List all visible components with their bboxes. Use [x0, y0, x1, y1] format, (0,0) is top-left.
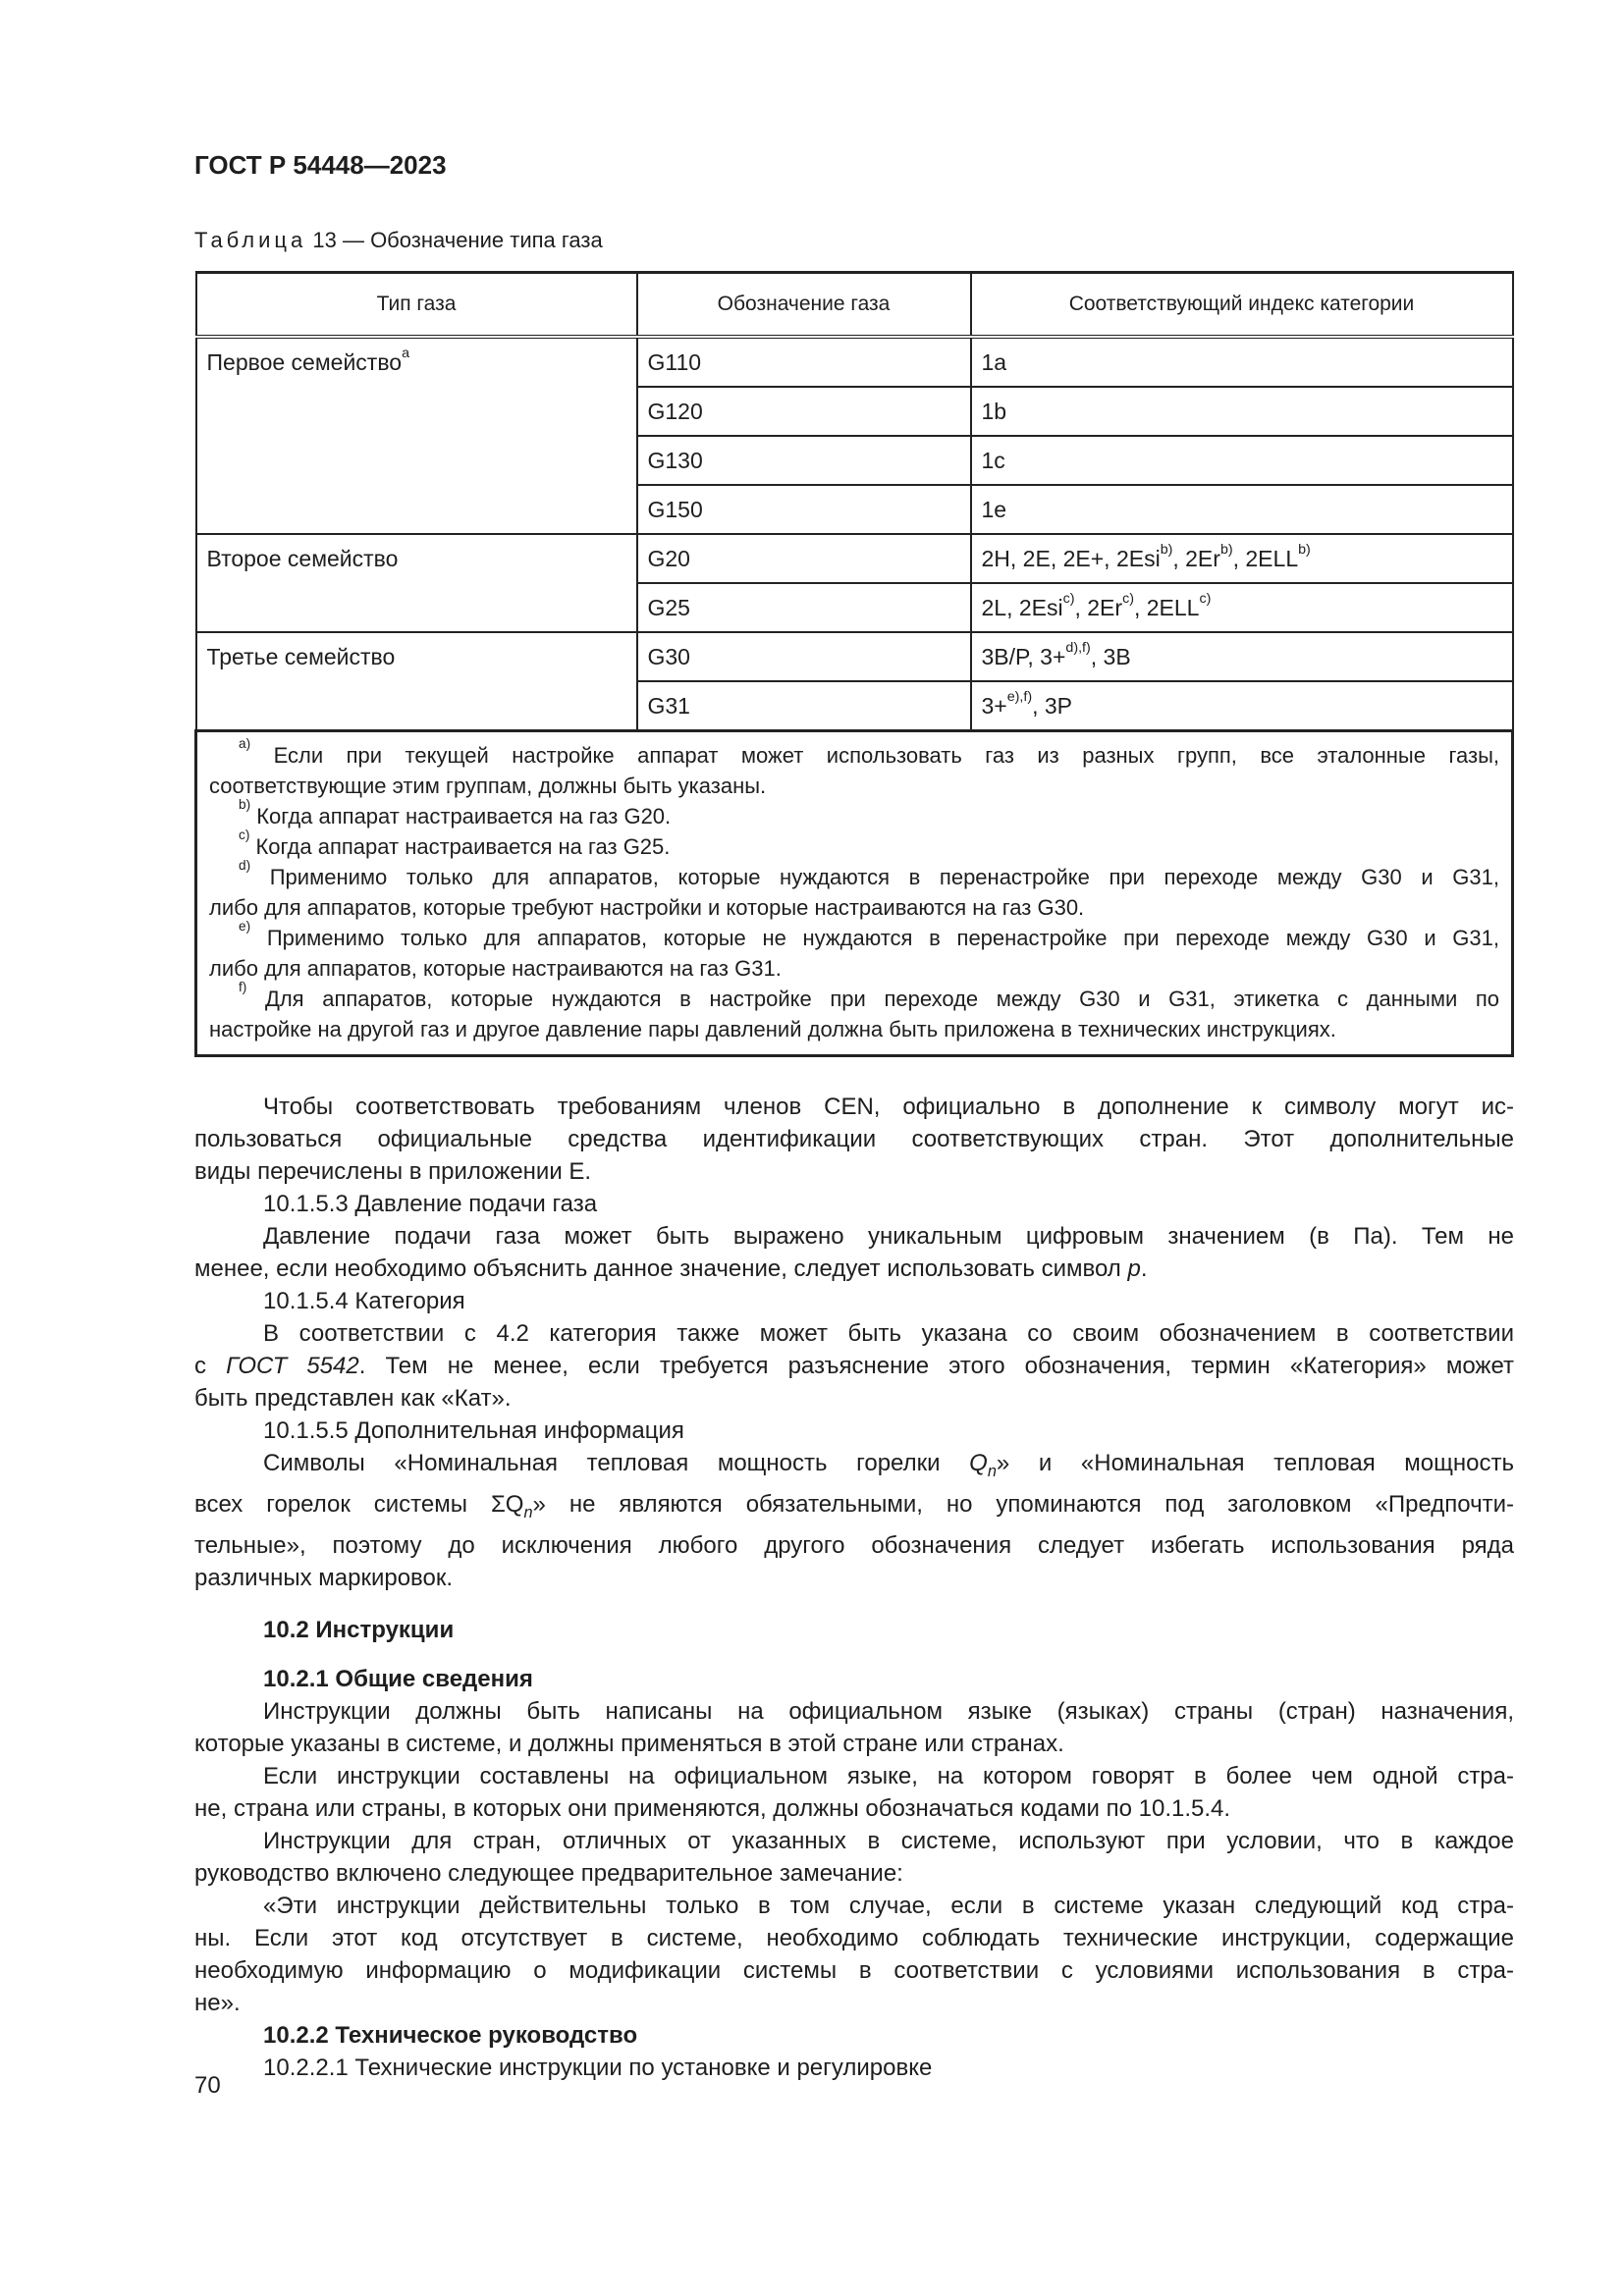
text-line: [194, 1825, 1514, 1857]
category-index-cell: [971, 436, 1513, 485]
footnote: [209, 919, 1499, 984]
text-run: которые указаны в системе, и должны применяться в этой стране или странах.: [194, 1731, 1064, 1757]
footnote-line: [209, 797, 1499, 831]
text-line: [194, 1562, 1514, 1594]
category-index-cell: [971, 387, 1513, 436]
text-run: , 3P: [1032, 692, 1072, 719]
text-line: [194, 1488, 1514, 1529]
table-caption-text: 13 — Обозначение типа газа: [306, 228, 603, 252]
category-index-cell: [971, 534, 1513, 583]
text-run: . Тем не менее, если требуется разъяснение этого обозначения, термин «Категория» может: [358, 1353, 1515, 1379]
gas-designation-cell: G30: [637, 632, 971, 681]
text-line: [194, 1792, 1514, 1825]
text-run: 1a: [981, 348, 1007, 375]
paragraph: [194, 1825, 1514, 1890]
table-row: [196, 337, 1513, 387]
footnote: [209, 828, 1499, 862]
text-run: » и «Номинальная тепловая мощность: [996, 1450, 1515, 1476]
column-header-gas-type: Тип газа: [196, 273, 637, 338]
gas-designation-cell: G110: [637, 337, 971, 387]
text-line: [194, 1415, 1514, 1447]
text-run: Если инструкции составлены на официальном языке, на котором говорят в более чем одной стра-: [263, 1763, 1514, 1789]
footnote-line: [209, 771, 1499, 801]
paragraph: [194, 1285, 1514, 1317]
text-line: [194, 1447, 1514, 1488]
category-index-cell: [971, 632, 1513, 681]
text-run: 2H, 2E, 2E+, 2Esi: [981, 545, 1161, 571]
footnote-text: Применимо только для аппаратов, которые не нуждаются в перенастройке при переходе между G30 и G31,: [250, 926, 1499, 950]
text-run: Давление подачи газа может быть выражено уникальным цифровым значением (в Па). Тем не: [263, 1223, 1514, 1250]
text-line: [194, 1155, 1514, 1188]
text-run: ны. Если этот код отсутствует в системе, необходимо соблюдать технические инструкции, содержащие: [194, 1925, 1514, 1951]
text-line: [194, 1285, 1514, 1317]
text-run: необходимую информацию о модификации системы в соответствии с условиями использования в стра-: [194, 1957, 1514, 1984]
paragraph: [194, 1447, 1514, 1594]
text-run: 10.2 Инструкции: [263, 1617, 455, 1643]
gas-designation-cell: G25: [637, 583, 971, 632]
footnote-text: Когда аппарат настраивается на газ G25.: [249, 834, 671, 859]
text-run: 10.1.5.3 Давление подачи газа: [263, 1191, 598, 1217]
superscript-note: a: [402, 346, 410, 361]
text-run: Инструкции должны быть написаны на официальном языке (языках) страны (стран) назначения,: [263, 1698, 1514, 1725]
text-line: [194, 1091, 1514, 1123]
paragraph: [194, 1890, 1514, 2019]
gas-designation-cell: G120: [637, 387, 971, 436]
text-run: Чтобы соответствовать требованиям членов CEN, официально в дополнение к символу могут ис-: [263, 1094, 1514, 1120]
gas-type-table: [194, 271, 1514, 1057]
footnote-line: [209, 953, 1499, 984]
text-run: с: [194, 1353, 227, 1379]
table-row: [196, 632, 1513, 681]
paragraph: [194, 1415, 1514, 1447]
text-run: .: [1140, 1255, 1148, 1282]
paragraph: [194, 1188, 1514, 1220]
gas-family-cell: [196, 632, 637, 731]
text-run: Символы «Номинальная тепловая мощность горелки: [263, 1450, 970, 1476]
text-line: [194, 1922, 1514, 1954]
text-run: 1c: [981, 447, 1005, 473]
footnote-mark: b): [239, 797, 251, 812]
text-run: , 3B: [1090, 643, 1131, 669]
text-line: [194, 1663, 1514, 1695]
text-line: [194, 1760, 1514, 1792]
text-run: , 2ELL: [1133, 594, 1200, 620]
category-index-cell: [971, 583, 1513, 632]
text-line: [194, 1890, 1514, 1922]
paragraph: [194, 1760, 1514, 1825]
text-line: [194, 1614, 1514, 1646]
table-caption: [194, 228, 603, 253]
category-index-cell: [971, 681, 1513, 731]
footnote-mark: a): [239, 736, 251, 751]
text-run: 10.2.2.1 Технические инструкции по установке и регулировке: [263, 2055, 933, 2081]
gas-designation-cell: G150: [637, 485, 971, 534]
footnote-line: [209, 980, 1499, 1014]
paragraph: [194, 1317, 1514, 1415]
category-index-cell: [971, 337, 1513, 387]
footnote-text: Применимо только для аппаратов, которые нуждаются в перенастройке при переходе между G30 и G31,: [250, 865, 1499, 889]
text-run: 10.2.1 Общие сведения: [263, 1666, 533, 1692]
text-run: 10.1.5.5 Дополнительная информация: [263, 1417, 684, 1444]
text-run: , 2Er: [1172, 545, 1220, 571]
footnote-line: [209, 919, 1499, 953]
gas-family-cell: [196, 337, 637, 534]
text-run: 10.1.5.4 Категория: [263, 1288, 465, 1314]
column-header-category-index: Соответствующий индекс категории: [971, 273, 1513, 338]
superscript-note: b): [1219, 541, 1233, 558]
page-number: 70: [194, 2072, 221, 2099]
paragraph: [194, 1220, 1514, 1285]
text-run: В соответствии с 4.2 категория также может быть указана со своим обозначением в соответствии: [263, 1320, 1514, 1347]
footnote: [209, 736, 1499, 801]
footnote-text: либо для аппаратов, которые настраиваются на газ G31.: [209, 956, 782, 981]
subscript: n: [987, 1463, 997, 1480]
footnote-text: соответствующие этим группам, должны быть указаны.: [209, 774, 767, 798]
text-line: [194, 1350, 1514, 1382]
paragraph: [194, 1695, 1514, 1760]
gas-family-cell: [196, 534, 637, 632]
text-run: , 2Er: [1074, 594, 1123, 620]
text-line: [194, 1123, 1514, 1155]
text-run: «Эти инструкции действительны только в том случае, если в системе указан следующий код стра-: [263, 1893, 1514, 1919]
italic-text: p: [1127, 1255, 1141, 1282]
text-line: [194, 1954, 1514, 1987]
footnote-mark: c): [239, 828, 250, 842]
text-run: 1b: [981, 398, 1007, 424]
text-line: [194, 1857, 1514, 1890]
italic-text: Q: [969, 1450, 988, 1476]
superscript-note: b): [1160, 541, 1173, 558]
footnote: [209, 797, 1499, 831]
text-run: Третье семейство: [206, 644, 396, 669]
footnote-line: [209, 892, 1499, 923]
table-footnotes-row: [196, 731, 1513, 1056]
footnote-line: [209, 858, 1499, 892]
gas-designation-cell: G130: [637, 436, 971, 485]
text-run: пользоваться официальные средства идентификации соответствующих стран. Этот дополнительные: [194, 1126, 1514, 1152]
text-run: различных маркировок.: [194, 1565, 454, 1591]
text-line: [194, 2019, 1514, 2052]
gas-designation-cell: G20: [637, 534, 971, 583]
footnote-line: [209, 1014, 1499, 1044]
text-run: , 2ELL: [1232, 545, 1299, 571]
footnote-text: Если при текущей настройке аппарат может использовать газ из разных групп, все эталонные газы,: [250, 743, 1499, 768]
footnote-text: либо для аппаратов, которые требуют настройки и которые настраиваются на газ G30.: [209, 895, 1085, 920]
subscript: n: [523, 1504, 533, 1522]
text-run: тельные», поэтому до исключения любого другого обозначения следует избегать использования ряда: [194, 1532, 1514, 1559]
superscript-note: b): [1298, 541, 1311, 558]
table-footnotes: [196, 731, 1513, 1056]
footnote-text: Когда аппарат настраивается на газ G20.: [250, 804, 672, 828]
text-run: не, страна или страны, в которых они применяются, должны обозначаться кодами по 10.1.5.4.: [194, 1795, 1231, 1822]
text-run: Второе семейство: [206, 546, 399, 571]
text-line: [194, 1382, 1514, 1415]
paragraph: [194, 1091, 1514, 1188]
text-run: менее, если необходимо объяснить данное значение, следует использовать символ: [194, 1255, 1128, 1282]
gas-designation-cell: G31: [637, 681, 971, 731]
table-header-row: [196, 273, 1513, 338]
text-run: 10.2.2 Техническое руководство: [263, 2022, 638, 2049]
paragraph: [194, 1663, 1514, 1695]
paragraph: [194, 1614, 1514, 1646]
superscript-note: c): [1199, 590, 1212, 607]
superscript-note: d),f): [1065, 639, 1091, 656]
text-line: [194, 1987, 1514, 2019]
superscript-note: c): [1062, 590, 1075, 607]
text-line: [194, 2052, 1514, 2084]
text-line: [194, 1695, 1514, 1728]
text-line: [194, 1188, 1514, 1220]
paragraph: [194, 2019, 1514, 2052]
text-run: 3+: [981, 692, 1007, 719]
superscript-note: c): [1122, 590, 1134, 607]
table-caption-label: Таблица: [194, 228, 307, 252]
footnote: [209, 858, 1499, 923]
footnote-text: Для аппаратов, которые нуждаются в настройке при переходе между G30 и G31, этикетка с данными по: [246, 987, 1499, 1011]
footnote-mark: e): [239, 919, 251, 934]
text-run: всех горелок системы ΣQ: [194, 1491, 524, 1518]
text-run: не».: [194, 1990, 241, 2016]
italic-text: ГОСТ 5542: [226, 1353, 359, 1379]
document-title: ГОСТ Р 54448—2023: [194, 150, 447, 180]
superscript-note: e),f): [1006, 688, 1033, 705]
table-row: [196, 534, 1513, 583]
footnote: [209, 980, 1499, 1044]
text-run: 2L, 2Esi: [981, 594, 1063, 620]
column-header-gas-designation: Обозначение газа: [637, 273, 971, 338]
text-line: [194, 1253, 1514, 1285]
text-run: Инструкции для стран, отличных от указанных в системе, используют при условии, что в каждое: [263, 1828, 1514, 1854]
text-line: [194, 1529, 1514, 1562]
footnote-line: [209, 828, 1499, 862]
text-line: [194, 1220, 1514, 1253]
category-index-cell: [971, 485, 1513, 534]
text-run: » не являются обязательными, но упоминаются под заголовком «Предпочти-: [532, 1491, 1514, 1518]
footnote-mark: d): [239, 858, 251, 873]
text-run: Первое семейство: [206, 349, 403, 375]
text-run: 3B/P, 3+: [981, 643, 1066, 669]
body-text: [194, 1091, 1514, 2084]
paragraph: [194, 2052, 1514, 2084]
footnote-text: настройке на другой газ и другое давление пары давлений должна быть приложена в технических инструкциях.: [209, 1017, 1336, 1041]
text-run: виды перечислены в приложении Е.: [194, 1158, 592, 1185]
footnote-mark: f): [239, 980, 247, 994]
text-line: [194, 1728, 1514, 1760]
footnote-line: [209, 736, 1499, 771]
text-run: руководство включено следующее предварительное замечание:: [194, 1860, 903, 1887]
text-line: [194, 1317, 1514, 1350]
text-run: 1e: [981, 496, 1007, 522]
text-run: быть представлен как «Кат».: [194, 1385, 512, 1412]
